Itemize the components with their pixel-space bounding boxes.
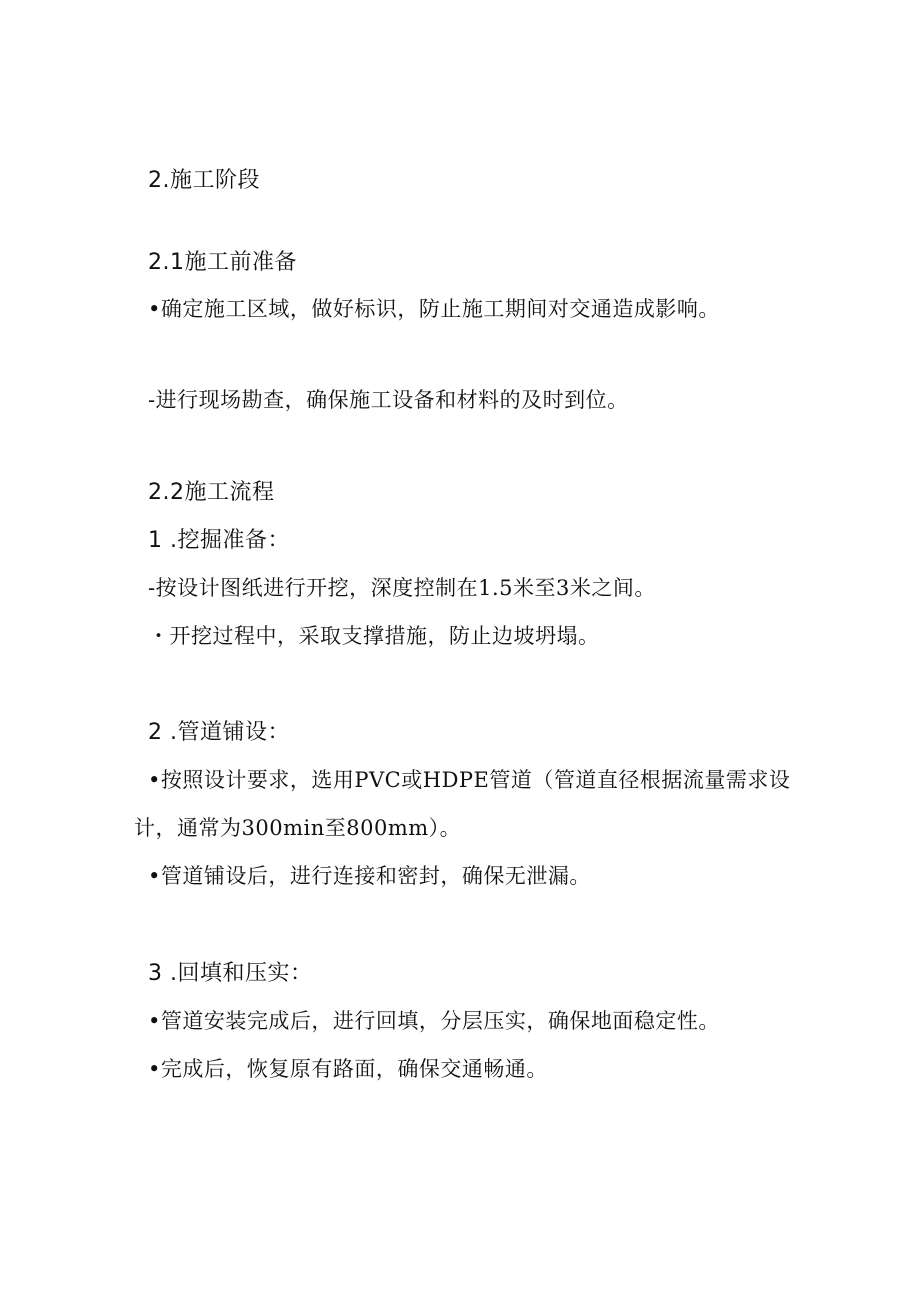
- list-item: •管道铺设后，进行连接和密封，确保无泄漏。: [148, 864, 591, 888]
- list-item: •完成后，恢复原有路面，确保交通畅通。: [148, 1057, 548, 1081]
- list-item-continuation: 计，通常为300min至800mm）。: [134, 816, 462, 840]
- subsection-title-2-2: 2.2施工流程: [148, 480, 275, 505]
- list-item: -按设计图纸进行开挖，深度控制在1.5米至3米之间。: [148, 576, 656, 600]
- list-item: ・开挖过程中，采取支撑措施，防止边坡坍塌。: [148, 624, 600, 648]
- step-title-2: 2 .管道铺设：: [148, 720, 290, 745]
- section-title: 2.施工阶段: [148, 168, 260, 193]
- step-title-3: 3 .回填和压实：: [148, 961, 313, 986]
- step-title-1: 1 .挖掘准备：: [148, 528, 290, 553]
- list-item: •确定施工区域，做好标识，防止施工期间对交通造成影响。: [148, 297, 720, 321]
- list-item: •管道安装完成后，进行回填，分层压实，确保地面稳定性。: [148, 1009, 720, 1033]
- subsection-title-2-1: 2.1施工前准备: [148, 250, 297, 275]
- list-item: •按照设计要求，选用PVC或HDPE管道（管道直径根据流量需求设: [148, 768, 791, 792]
- list-item: -进行现场勘查，确保施工设备和材料的及时到位。: [148, 388, 629, 412]
